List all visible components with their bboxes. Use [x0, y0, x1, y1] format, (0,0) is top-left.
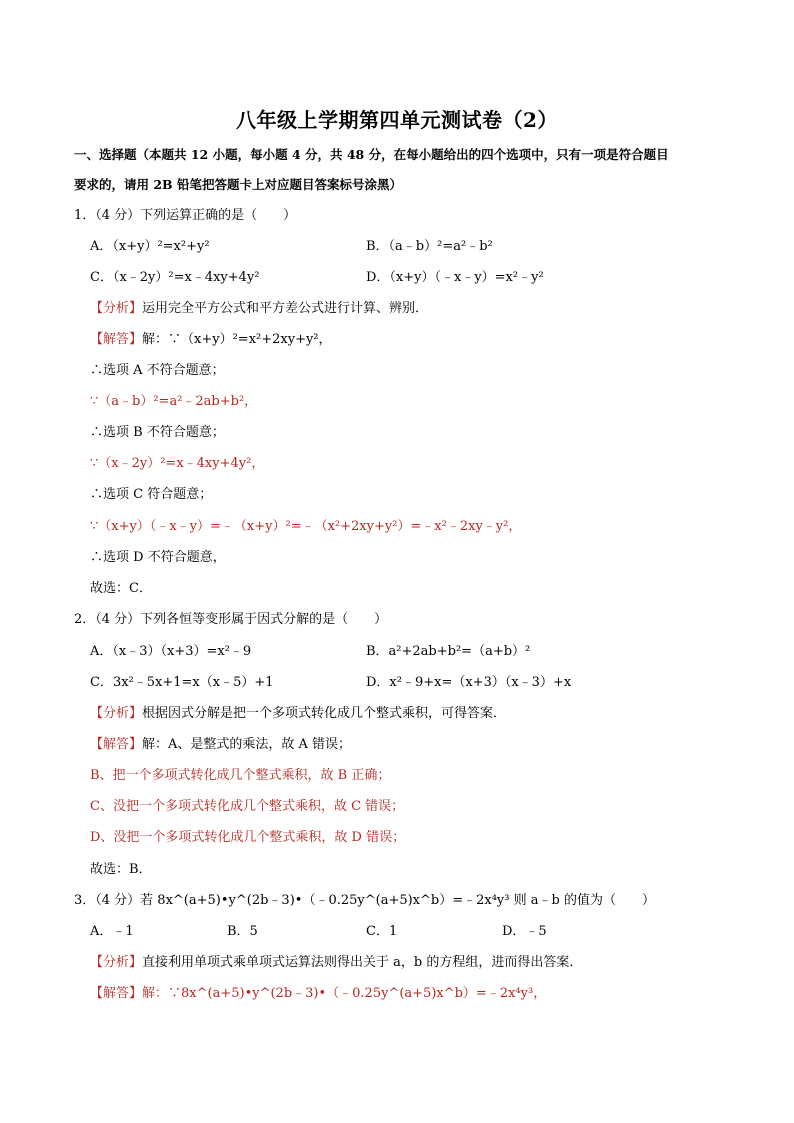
- q3-stem: 3．（4 分）若 8x^(a+5)•y^(2b﹣3)•（﹣0.25y^(a+5)x^b）=﹣2x⁴y³ 则 a﹣b 的值为（ ）: [74, 893, 655, 908]
- section-heading-line2: 要求的，请用 2B 铅笔把答题卡上对应题目答案标号涂黑）: [74, 177, 402, 192]
- q1-solution-line: ∵（a﹣b）²=a²﹣2ab+b²，: [90, 394, 258, 409]
- page-title: 八年级上学期第四单元测试卷（2）: [236, 108, 558, 132]
- analysis-tag: 【分析】: [90, 301, 143, 316]
- q2-option-d: D．x²﹣9+x=（x+3）（x﹣3）+x: [366, 675, 572, 690]
- q1-solution-line: ∴选项 C 符合题意；: [90, 487, 213, 502]
- q3-analysis: [90, 953, 582, 973]
- q2-option-c: C．3x²﹣5x+1=x（x﹣5）+1: [90, 675, 274, 690]
- q1-solution-line: ∴选项 D 不符合题意，: [90, 550, 226, 565]
- q1-option-b: B．（a﹣b）²=a²﹣b²: [366, 239, 493, 254]
- q1-option-a: A．（x+y）²=x²+y²: [90, 239, 210, 254]
- q1-analysis: [90, 299, 428, 319]
- q1-solution-line: [90, 330, 332, 350]
- q2-option-b: B．a²+2ab+b²=（a+b）²: [366, 644, 531, 659]
- answer-tag: 【解答】: [90, 332, 143, 347]
- q1-stem: 1．（4 分）下列运算正确的是（ ）: [74, 208, 297, 223]
- q2-solution-line: D、没把一个多项式转化成几个整式乘积，故 D 错误；: [90, 830, 406, 845]
- analysis-tag: 【分析】: [90, 955, 143, 970]
- q1-option-c: C．（x﹣2y）²=x﹣4xy+4y²: [90, 270, 260, 285]
- q2-final-answer: 故选：B．: [90, 862, 152, 877]
- q2-solution-line: B、把一个多项式转化成几个整式乘积，故 B 正确；: [90, 768, 391, 783]
- answer-tag: 【解答】: [90, 986, 143, 1001]
- q1-option-d: D．（x+y）（﹣x﹣y）=x²﹣y²: [366, 270, 544, 285]
- q3-option-d: D．﹣5: [502, 924, 547, 939]
- q1-solution-line: ∴选项 A 不符合题意；: [90, 363, 225, 378]
- q1-solution-line: ∵（x﹣2y）²=x﹣4xy+4y²，: [90, 456, 265, 471]
- q1-solution-line: ∴选项 B 不符合题意；: [90, 425, 225, 440]
- q2-stem: 2．（4 分）下列各恒等变形属于因式分解的是（ ）: [74, 612, 388, 627]
- q2-analysis-text: 根据因式分解是把一个多项式转化成几个整式乘积，可得答案．: [142, 706, 507, 721]
- q3-option-b: B．5: [227, 924, 258, 939]
- q3-option-c: C．1: [366, 924, 398, 939]
- q3-solution-line: [90, 984, 546, 1004]
- q3-solution-text: 解：∵8x^(a+5)•y^(2b﹣3)•（﹣0.25y^(a+5)x^b）=﹣2x⁴y³，: [142, 986, 547, 1001]
- q2-analysis: [90, 704, 506, 724]
- q3-analysis-text: 直接利用单项式乘单项式运算法则得出关于 a，b 的方程组，进而得出答案．: [142, 955, 583, 970]
- q3-option-a: A．﹣1: [90, 924, 134, 939]
- q2-solution-text: 解：A、是整式的乘法，故 A 错误；: [142, 737, 352, 752]
- q1-solution-line: ∵（x+y）（﹣x﹣y）=﹣（x+y）²=﹣（x²+2xy+y²）=﹣x²﹣2xy﹣y²，: [90, 519, 522, 534]
- analysis-tag: 【分析】: [90, 706, 143, 721]
- q1-solution-text: 解：∵（x+y）²=x²+2xy+y²，: [142, 332, 332, 347]
- q2-solution-line: [90, 735, 351, 755]
- q2-solution-line: C、没把一个多项式转化成几个整式乘积，故 C 错误；: [90, 799, 405, 814]
- section-heading-line1: 一、选择题（本题共 12 小题，每小题 4 分，共 48 分，在每小题给出的四个选项中，只有一项是符合题目: [74, 147, 669, 162]
- answer-tag: 【解答】: [90, 737, 143, 752]
- q2-option-a: A．（x﹣3）（x+3）=x²﹣9: [90, 644, 252, 659]
- q1-analysis-text: 运用完全平方公式和平方差公式进行计算、辨别．: [142, 301, 429, 316]
- q1-final-answer: 故选：C．: [90, 581, 152, 596]
